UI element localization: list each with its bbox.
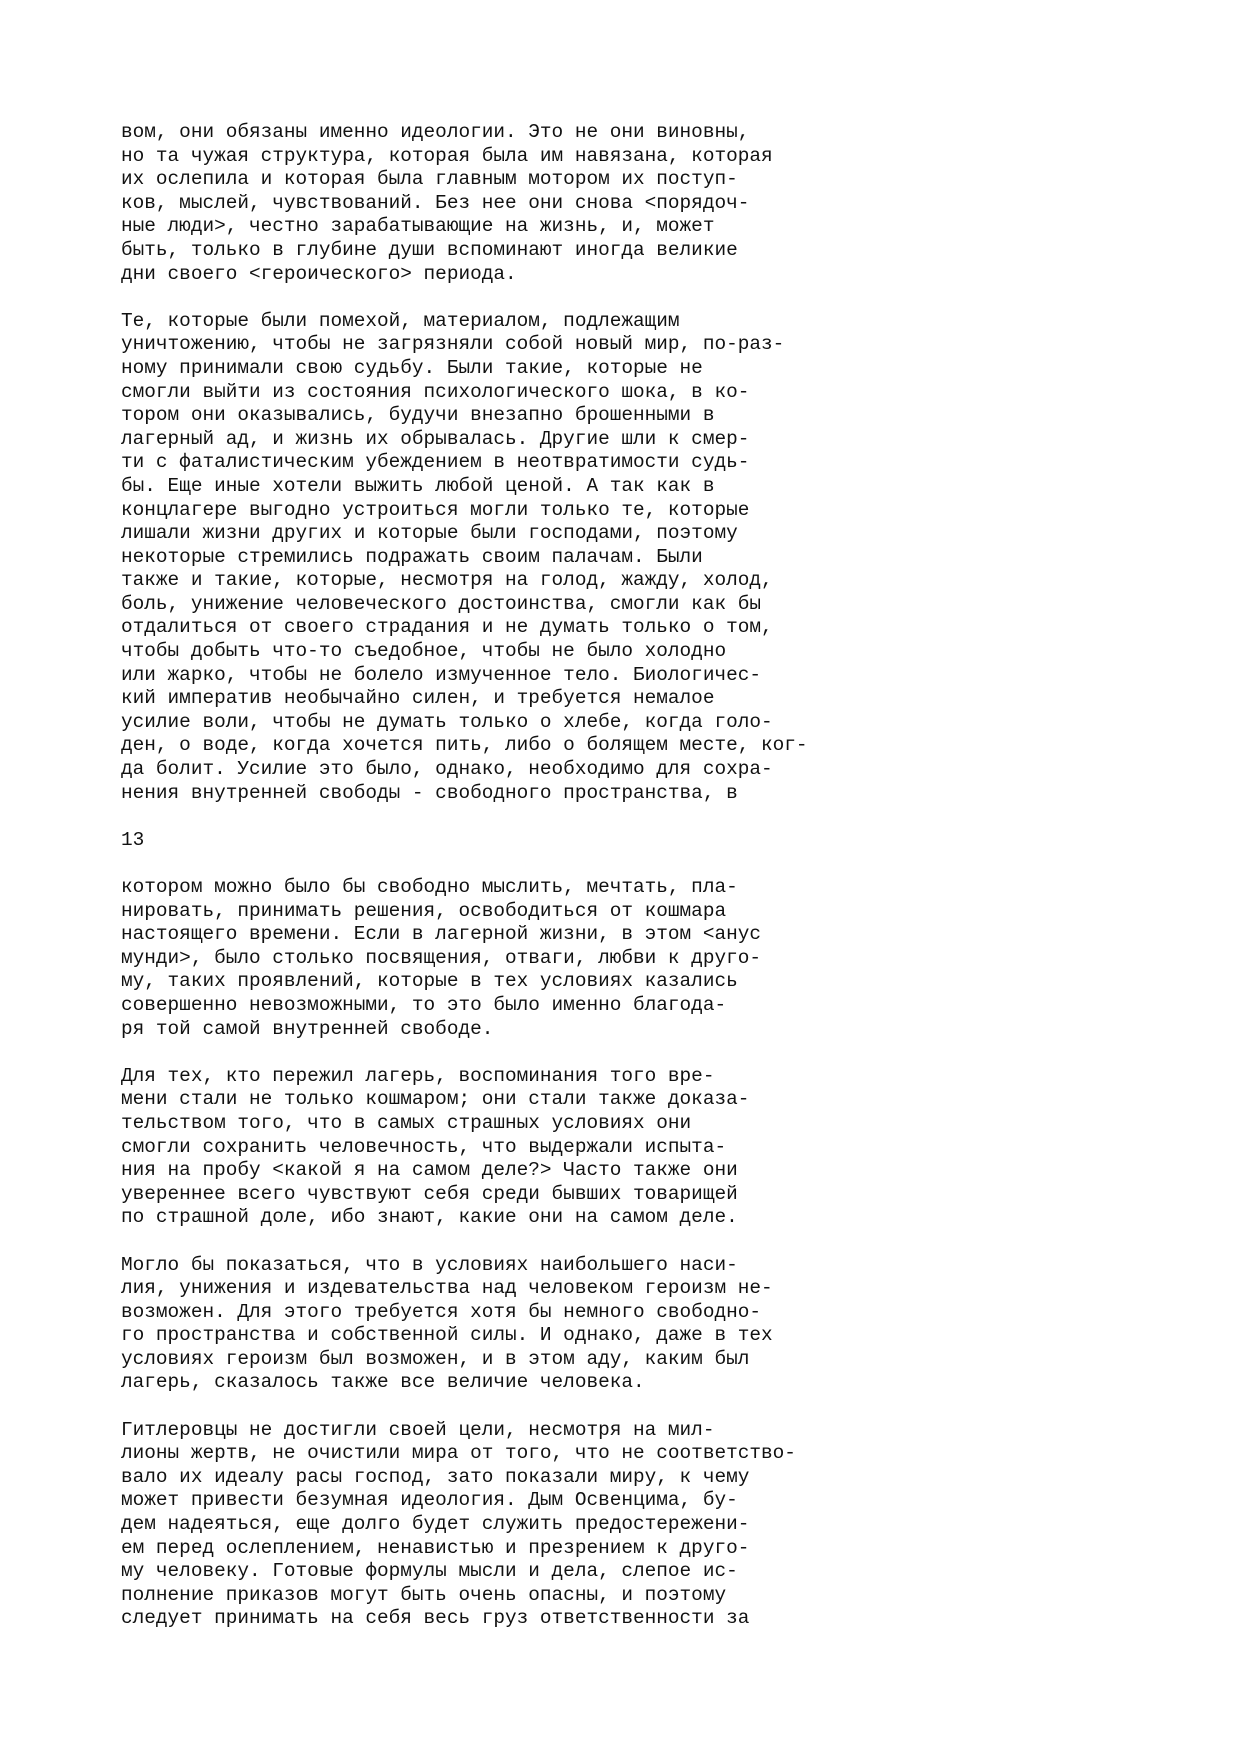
text-line: нировать, принимать решения, освободиться от кошмара (121, 899, 727, 922)
paragraph-gap (121, 1395, 1121, 1419)
paragraph (121, 1419, 1121, 1631)
text-line: лагерный ад, и жизнь их обрывалась. Другие шли к смер- (121, 427, 750, 450)
text-line: ков, мыслей, чувствований. Без нее они снова <порядоч- (121, 191, 750, 214)
paragraph-gap (121, 852, 1121, 876)
text-line: лагерь, сказалось также все величие человека. (121, 1371, 645, 1394)
text-line: Для тех, кто пережил лагерь, воспоминания того вре- (121, 1064, 715, 1087)
text-line: смогли выйти из состояния психологического шока, в ко- (121, 380, 750, 403)
text-line: некоторые стремились подражать своим палачам. Были (121, 545, 703, 568)
text-line: ному принимали свою судьбу. Были такие, которые не (121, 356, 703, 379)
text-line: ем перед ослеплением, ненавистью и презрением к друго- (121, 1536, 750, 1559)
text-line: кий императив необычайно силен, и требуется немалое (121, 687, 715, 710)
text-line: Те, которые были помехой, материалом, подлежащим (121, 309, 680, 332)
text-line: мунди>, было столько посвящения, отваги, любви к друго- (121, 946, 761, 969)
text-line: тором они оказывались, будучи внезапно брошенными в (121, 404, 715, 427)
text-line: по страшной доле, ибо знают, какие они на самом деле. (121, 1206, 738, 1229)
text-line: увереннее всего чувствуют себя среди бывших товарищей (121, 1182, 738, 1205)
paragraph (121, 121, 1121, 286)
text-line: ные люди>, честно зарабатывающие на жизнь, и, может (121, 215, 715, 238)
text-line: му человеку. Готовые формулы мысли и дела, слепое ис- (121, 1560, 738, 1583)
text-line: вало их идеалу расы господ, зато показали миру, к чему (121, 1465, 750, 1488)
paragraph (121, 310, 1121, 805)
text-line: полнение приказов могут быть очень опасны, и поэтому (121, 1583, 727, 1606)
text-line: может привести безумная идеология. Дым Освенцима, бу- (121, 1489, 738, 1512)
text-line: отдалиться от своего страдания и не думать только о том, (121, 616, 773, 639)
text-line: мени стали не только кошмаром; они стали также доказа- (121, 1088, 750, 1111)
text-line: лия, унижения и издевательства над человеком героизм не- (121, 1277, 773, 1300)
text-line: или жарко, чтобы не болело измученное тело. Биологичес- (121, 663, 761, 686)
text-line: Гитлеровцы не достигли своей цели, несмотря на мил- (121, 1418, 715, 1441)
text-line: быть, только в глубине души вспоминают иногда великие (121, 238, 738, 261)
text-line: лишали жизни других и которые были господами, поэтому (121, 522, 738, 545)
paragraph (121, 876, 1121, 1041)
text-line: также и такие, которые, несмотря на голод, жажду, холод, (121, 569, 773, 592)
text-line: дни своего <героического> периода. (121, 262, 517, 285)
page-number-text: 13 (121, 828, 145, 851)
text-line: бы. Еще иные хотели выжить любой ценой. А так как в (121, 474, 715, 497)
text-line: ря той самой внутренней свободе. (121, 1017, 494, 1040)
text-line: ден, о воде, когда хочется пить, либо о болящем месте, ког- (121, 734, 808, 757)
text-line: го пространства и собственной силы. И однако, даже в тех (121, 1324, 773, 1347)
text-line: вом, они обязаны именно идеологии. Это не они виновны, (121, 121, 750, 143)
paragraph (121, 1065, 1121, 1230)
text-line: усилие воли, чтобы не думать только о хлебе, когда голо- (121, 710, 773, 733)
text-line: ния на пробу <какой я на самом деле?> Часто также они (121, 1159, 738, 1182)
paragraph-gap (121, 805, 1121, 829)
text-line: уничтожению, чтобы не загрязняли собой новый мир, по-раз- (121, 333, 785, 356)
paragraph-gap (121, 1041, 1121, 1065)
document-body (121, 121, 1121, 1631)
text-line: му, таких проявлений, которые в тех условиях казались (121, 970, 738, 993)
text-line: лионы жертв, не очистили мира от того, что не соответство- (121, 1442, 796, 1465)
text-line: ти с фаталистическим убеждением в неотвратимости судь- (121, 451, 750, 474)
text-line: но та чужая структура, которая была им навязана, которая (121, 144, 773, 167)
text-line: котором можно было бы свободно мыслить, мечтать, пла- (121, 876, 738, 898)
text-line: настоящего времени. Если в лагерной жизни, в этом <анус (121, 923, 761, 946)
text-line: возможен. Для этого требуется хотя бы немного свободно- (121, 1300, 761, 1323)
text-line: да болит. Усилие это было, однако, необходимо для сохра- (121, 758, 773, 781)
page-number (121, 829, 1121, 853)
paragraph-gap (121, 1230, 1121, 1254)
text-line: дем надеяться, еще долго будет служить предостережени- (121, 1513, 750, 1536)
text-line: смогли сохранить человечность, что выдержали испыта- (121, 1135, 727, 1158)
paragraph-gap (121, 286, 1121, 310)
text-line: условиях героизм был возможен, и в этом аду, каким был (121, 1347, 750, 1370)
text-line: концлагере выгодно устроиться могли только те, которые (121, 498, 750, 521)
text-line: нения внутренней свободы - свободного пространства, в (121, 781, 738, 804)
text-line: боль, унижение человеческого достоинства, смогли как бы (121, 592, 761, 615)
text-line: чтобы добыть что-то съедобное, чтобы не было холодно (121, 640, 727, 663)
paragraph (121, 1254, 1121, 1396)
text-line: тельством того, что в самых страшных условиях они (121, 1111, 692, 1134)
text-line: совершенно невозможными, то это было именно благода- (121, 993, 727, 1016)
text-line: следует принимать на себя весь груз ответственности за (121, 1607, 750, 1630)
text-line: Могло бы показаться, что в условиях наибольшего наси- (121, 1253, 738, 1276)
text-line: их ослепила и которая была главным мотором их поступ- (121, 168, 738, 191)
